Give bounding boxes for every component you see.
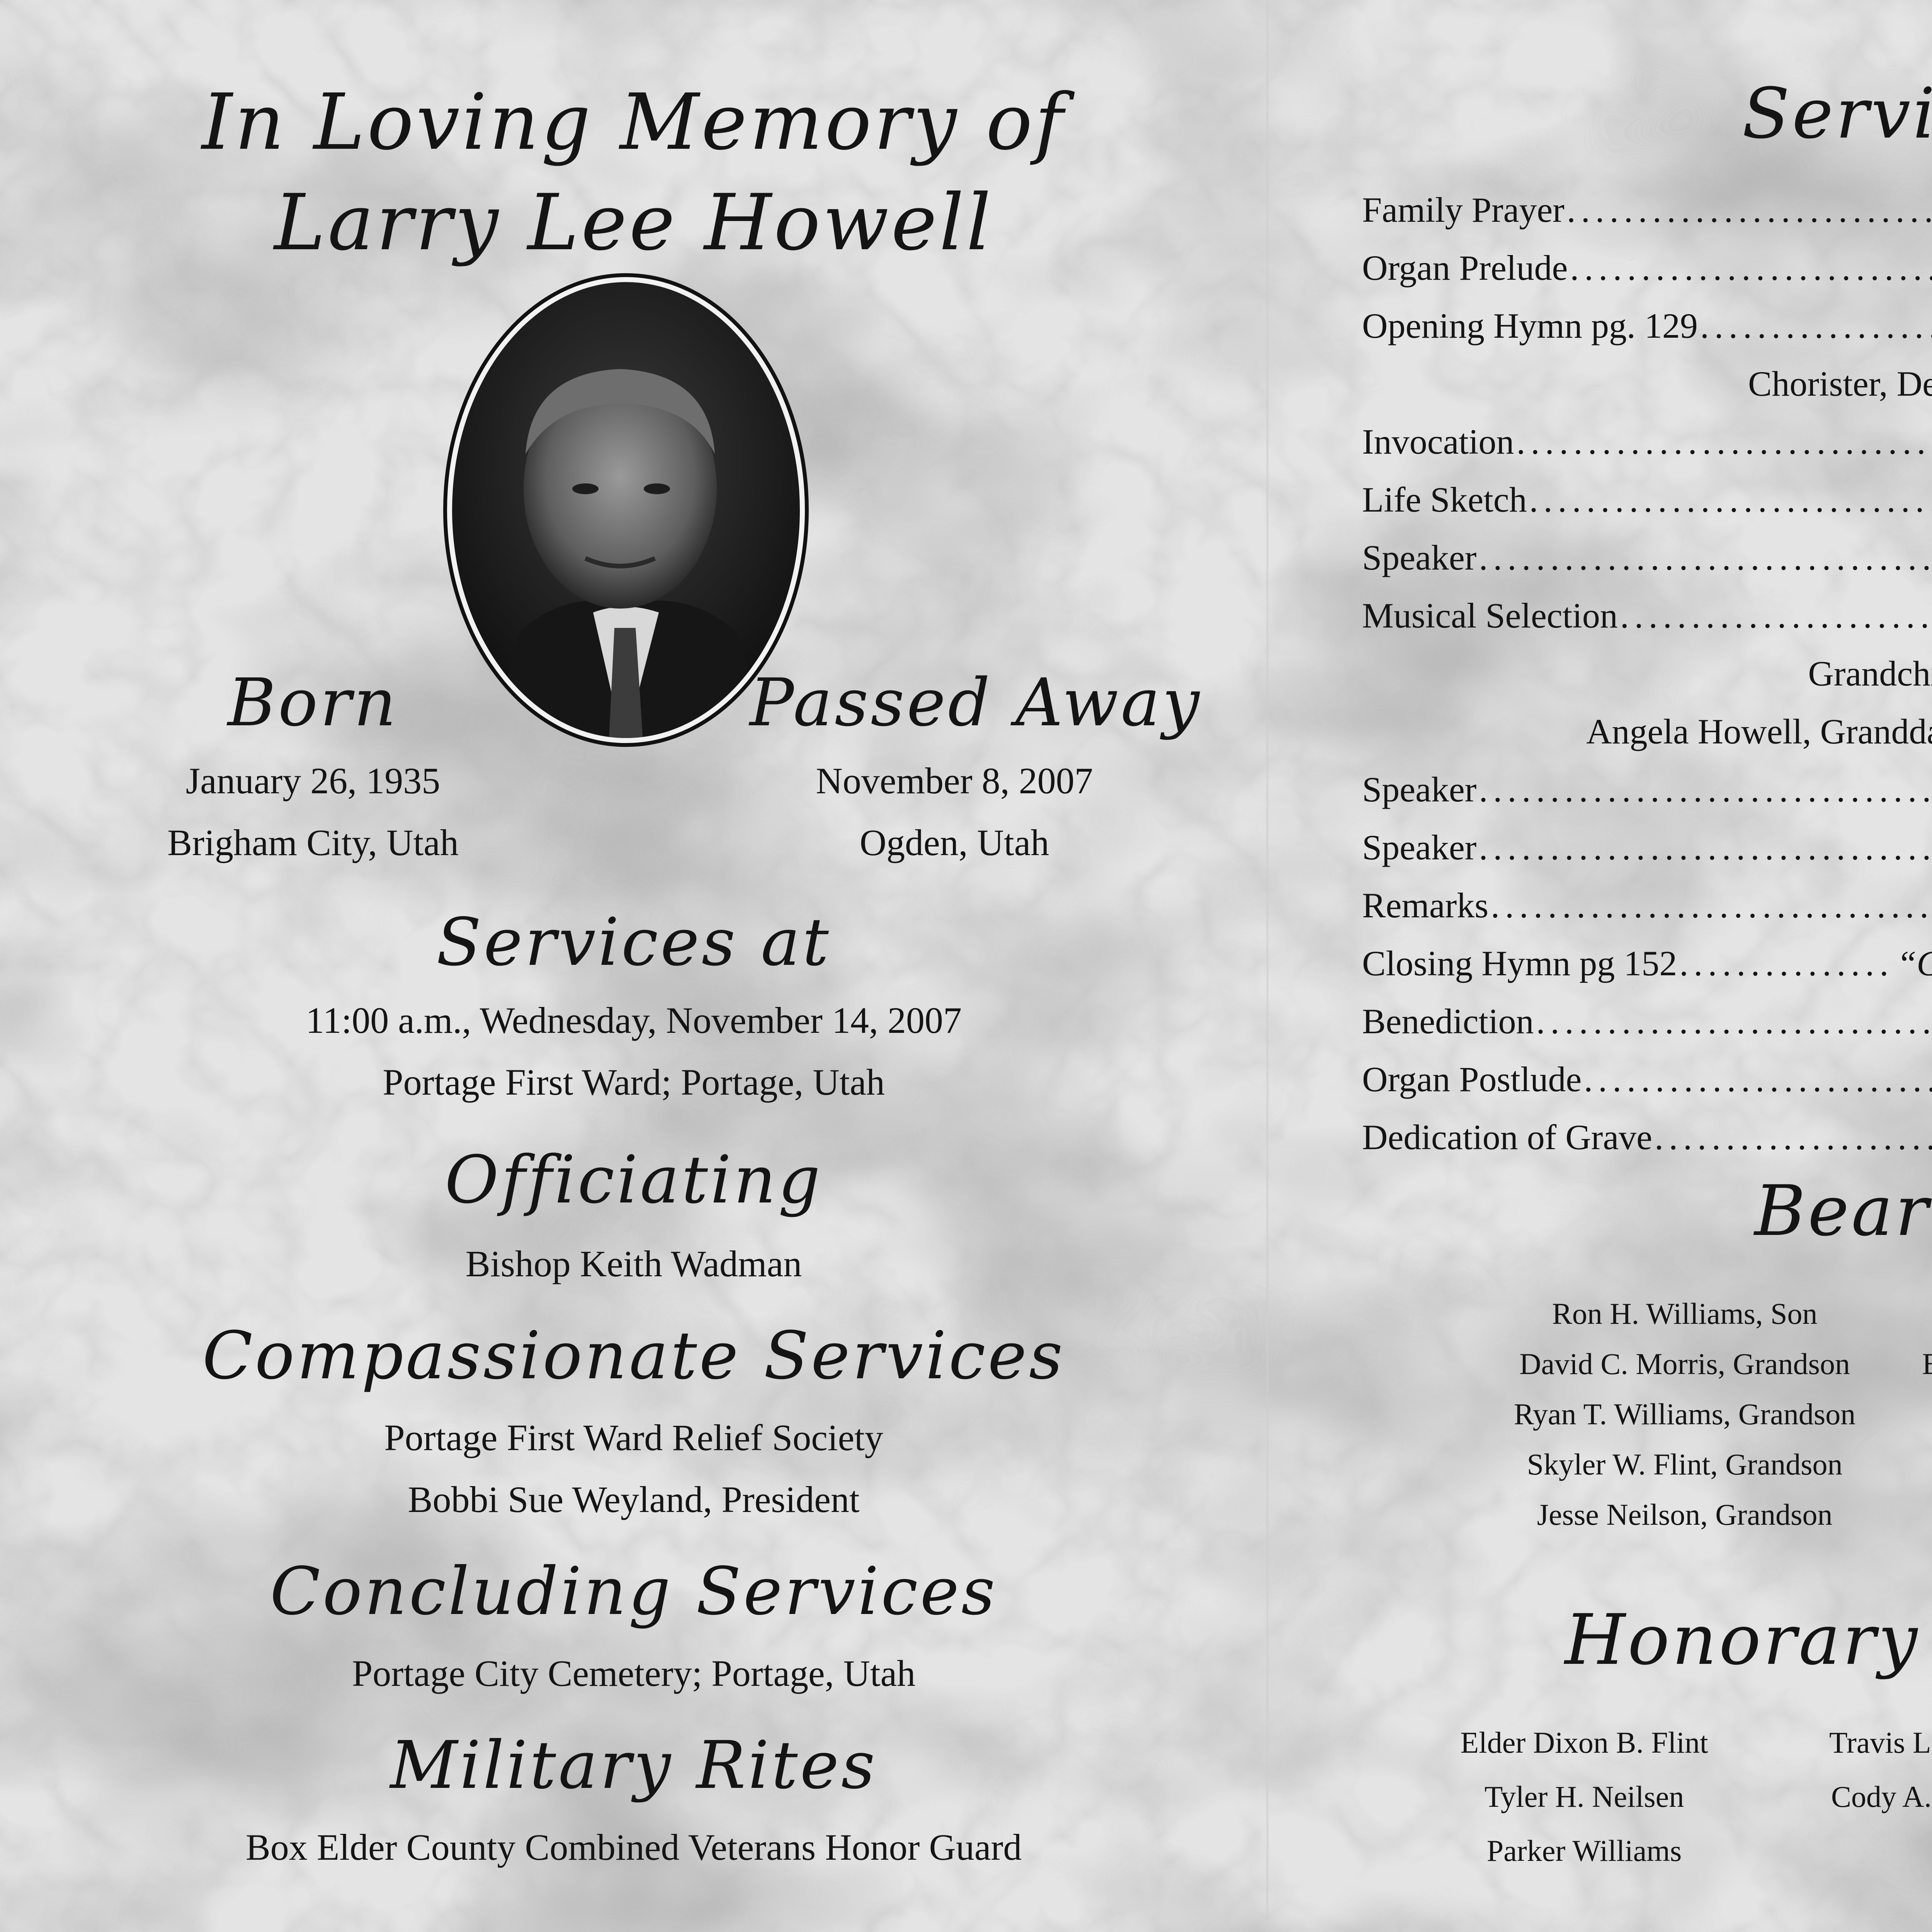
service-time: 11:00 a.m., Wednesday, November 14, 2007	[0, 999, 1267, 1042]
leader-dots: ...............................	[1479, 769, 1932, 810]
program-role: Life Sketch	[1362, 479, 1527, 520]
program-note: Angela Howell, Grandda	[1362, 711, 1932, 752]
program-role: Organ Prelude	[1362, 247, 1568, 288]
compassionate-line-2: Bobbi Sue Weyland, President	[0, 1478, 1267, 1521]
born-place: Brigham City, Utah	[131, 821, 495, 864]
leader-dots: .........................	[1584, 1059, 1932, 1100]
leader-dots: ...............................	[1479, 827, 1932, 868]
program-role: Musical Selection	[1362, 595, 1618, 636]
leader-dots: ...............................	[1479, 537, 1932, 578]
leader-dots: ...................	[1655, 1117, 1932, 1158]
leader-dots: .........................	[1567, 189, 1932, 230]
officiating-heading: Officiating	[0, 1142, 1267, 1218]
bearer-name: Cody A.	[1731, 1779, 1932, 1814]
program-role: Opening Hymn pg. 129	[1362, 305, 1698, 346]
title-line-2: Larry Lee Howell	[0, 178, 1267, 268]
compassionate-line-1: Portage First Ward Relief Society	[0, 1416, 1267, 1459]
bearer-name: Travis L	[1731, 1725, 1932, 1760]
born-date: January 26, 1935	[131, 759, 495, 802]
program-note: Grandch	[1362, 653, 1932, 694]
program-note: Chorister, De	[1362, 363, 1932, 404]
concluding-line-1: Portage City Cemetery; Portage, Utah	[0, 1652, 1267, 1695]
bearer-name: Ryan T. Williams, Grandson	[1453, 1397, 1917, 1432]
program-role: Speaker	[1362, 769, 1476, 810]
leader-dots: ...............	[1679, 943, 1895, 984]
bearer-name: Elder Dixon B. Flint	[1383, 1725, 1785, 1760]
program-role: Dedication of Grave	[1362, 1117, 1652, 1158]
compassionate-heading: Compassionate Services	[0, 1318, 1267, 1394]
leader-dots: .............................	[1516, 421, 1932, 462]
bearer-name: Skyler W. Flint, Grandson	[1453, 1447, 1917, 1482]
passed-date: November 8, 2007	[773, 759, 1136, 802]
passed-place: Ogden, Utah	[773, 821, 1136, 864]
program-role: Speaker	[1362, 827, 1476, 868]
title-line-1: In Loving Memory of	[0, 77, 1267, 167]
program-role: Family Prayer	[1362, 189, 1565, 230]
program-role: Organ Postlude	[1362, 1059, 1582, 1100]
program-role: Remarks	[1362, 885, 1488, 926]
honorary-bearers-heading: Honorary	[1267, 1600, 1932, 1680]
concluding-heading: Concluding Services	[0, 1553, 1267, 1630]
bearer-name: Jesse Neilson, Grandson	[1453, 1497, 1917, 1532]
leader-dots: ............................	[1529, 479, 1932, 520]
leader-dots: ................	[1700, 305, 1932, 346]
leader-dots: ...............................	[1491, 885, 1932, 926]
born-heading: Born	[201, 665, 425, 741]
program-role: Speaker	[1362, 537, 1476, 578]
bearer-name: David C. Morris, Grandson	[1453, 1347, 1917, 1381]
passed-away-heading: Passed Away	[750, 665, 1190, 741]
service-location: Portage First Ward; Portage, Utah	[0, 1061, 1267, 1104]
leader-dots: .........................	[1570, 247, 1932, 288]
bearers-heading: Bear	[1267, 1171, 1932, 1252]
program-role: Closing Hymn pg 152	[1362, 943, 1677, 984]
services-heading: Serv	[1267, 73, 1932, 154]
leader-dots: ...........................	[1536, 1001, 1932, 1042]
program-role: Invocation	[1362, 421, 1514, 462]
program-role: Benediction	[1362, 1001, 1534, 1042]
bearer-name: Ron H. Williams, Son	[1453, 1296, 1917, 1331]
services-at-heading: Services at	[0, 904, 1267, 981]
leader-dots: .....................	[1620, 595, 1932, 636]
program-participant: “	[1897, 943, 1932, 984]
bearer-name: Tyler H. Neilsen	[1383, 1779, 1785, 1814]
bearer-name: Parker Williams	[1383, 1833, 1785, 1868]
officiating-name: Bishop Keith Wadman	[0, 1242, 1267, 1285]
military-line-1: Box Elder County Combined Veterans Honor Guard	[0, 1826, 1267, 1869]
military-heading: Military Rites	[0, 1727, 1267, 1804]
